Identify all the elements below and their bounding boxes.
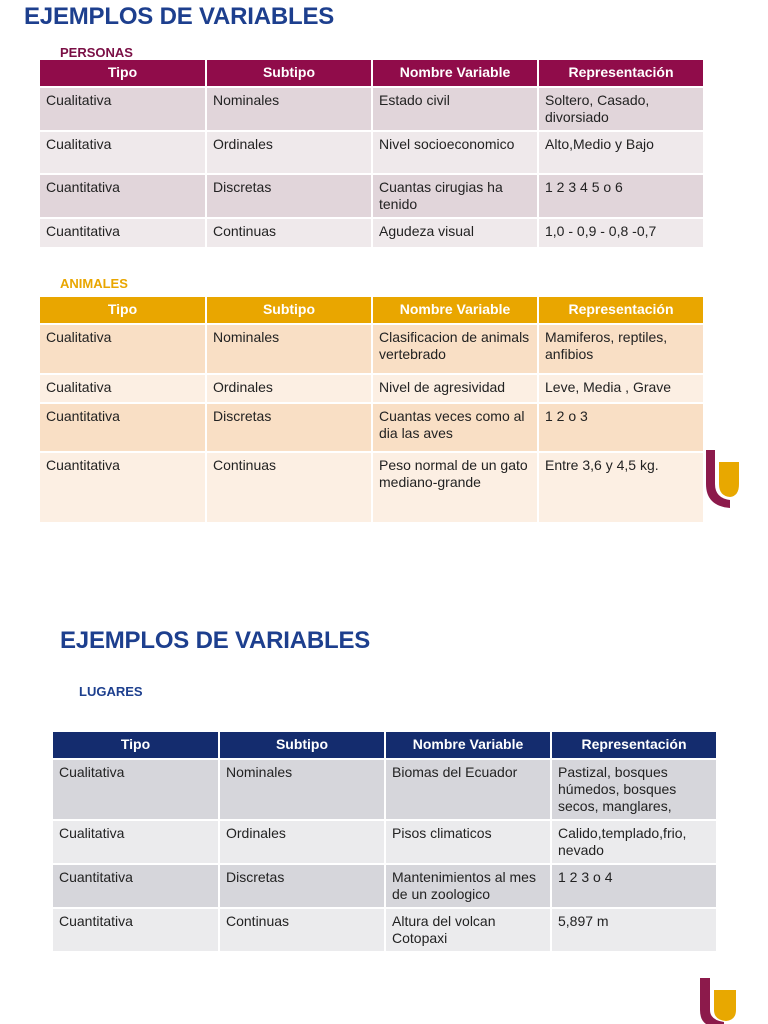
personas-table — [40, 60, 703, 247]
cell-representacion: 1 2 3 4 5 o 6 — [538, 174, 703, 218]
cell-subtipo: Nominales — [219, 759, 385, 820]
cell-nombre-variable: Nivel socioeconomico — [372, 131, 538, 174]
table-header-row — [40, 297, 703, 324]
section-label-personas: PERSONAS — [60, 45, 133, 60]
cell-subtipo: Ordinales — [206, 374, 372, 403]
cell-representacion: Soltero, Casado, divorsiado — [538, 87, 703, 131]
cell-subtipo: Ordinales — [206, 131, 372, 174]
cell-tipo: Cualitativa — [53, 759, 219, 820]
column-header-representacion: Representación — [551, 732, 716, 759]
column-header-tipo: Tipo — [40, 297, 206, 324]
cell-representacion: 5,897 m — [551, 908, 716, 951]
column-header-subtipo: Subtipo — [206, 297, 372, 324]
column-header-representacion: Representación — [538, 60, 703, 87]
cell-representacion: Pastizal, bosques húmedos, bosques secos, manglares, — [551, 759, 716, 820]
cell-nombre-variable: Agudeza visual — [372, 218, 538, 247]
cell-nombre-variable: Biomas del Ecuador — [385, 759, 551, 820]
cell-representacion: Mamiferos, reptiles, anfibios — [538, 324, 703, 374]
cell-representacion: Calido,templado,frio, nevado — [551, 820, 716, 864]
table-row — [53, 864, 716, 908]
column-header-representacion: Representación — [538, 297, 703, 324]
cell-tipo: Cualitativa — [40, 374, 206, 403]
column-header-nombre-variable: Nombre Variable — [372, 60, 538, 87]
table-row — [53, 908, 716, 951]
column-header-subtipo: Subtipo — [206, 60, 372, 87]
cell-nombre-variable: Cuantas veces como al dia las aves — [372, 403, 538, 452]
cell-subtipo: Continuas — [219, 908, 385, 951]
cell-subtipo: Discretas — [206, 403, 372, 452]
cell-tipo: Cuantitativa — [40, 218, 206, 247]
cell-representacion: Alto,Medio y Bajo — [538, 131, 703, 174]
section-label-animales: ANIMALES — [60, 276, 128, 291]
cell-tipo: Cuantitativa — [53, 908, 219, 951]
cell-nombre-variable: Peso normal de un gato mediano-grande — [372, 452, 538, 522]
section-label-lugares: LUGARES — [79, 684, 143, 699]
table-row — [53, 759, 716, 820]
cell-tipo: Cuantitativa — [53, 864, 219, 908]
column-header-subtipo: Subtipo — [219, 732, 385, 759]
cell-tipo: Cualitativa — [40, 87, 206, 131]
cell-representacion: Entre 3,6 y 4,5 kg. — [538, 452, 703, 522]
cell-subtipo: Nominales — [206, 87, 372, 131]
column-header-nombre-variable: Nombre Variable — [372, 297, 538, 324]
cell-nombre-variable: Mantenimientos al mes de un zoologico — [385, 864, 551, 908]
cell-nombre-variable: Nivel de agresividad — [372, 374, 538, 403]
table-row — [40, 131, 703, 174]
cell-subtipo: Continuas — [206, 218, 372, 247]
column-header-nombre-variable: Nombre Variable — [385, 732, 551, 759]
cell-subtipo: Discretas — [219, 864, 385, 908]
table-header-row — [40, 60, 703, 87]
cell-tipo: Cuantitativa — [40, 452, 206, 522]
column-header-tipo: Tipo — [53, 732, 219, 759]
cell-tipo: Cualitativa — [53, 820, 219, 864]
cell-tipo: Cuantitativa — [40, 403, 206, 452]
page-title: EJEMPLOS DE VARIABLES — [60, 627, 371, 654]
table-row — [40, 403, 703, 452]
table-row — [40, 87, 703, 131]
cell-representacion: 1 2 3 o 4 — [551, 864, 716, 908]
cell-representacion: Leve, Media , Grave — [538, 374, 703, 403]
cell-nombre-variable: Cuantas cirugias ha tenido — [372, 174, 538, 218]
cell-subtipo: Discretas — [206, 174, 372, 218]
cell-nombre-variable: Clasificacion de animals vertebrado — [372, 324, 538, 374]
table-row — [40, 374, 703, 403]
cell-representacion: 1 2 o 3 — [538, 403, 703, 452]
cell-subtipo: Nominales — [206, 324, 372, 374]
cell-nombre-variable: Pisos climaticos — [385, 820, 551, 864]
page-title: EJEMPLOS DE VARIABLES — [24, 3, 335, 30]
cell-tipo: Cuantitativa — [40, 174, 206, 218]
cell-subtipo: Ordinales — [219, 820, 385, 864]
cell-tipo: Cualitativa — [40, 131, 206, 174]
university-logo-icon — [696, 976, 740, 1024]
university-logo-icon — [702, 450, 742, 508]
table-row — [40, 174, 703, 218]
cell-subtipo: Continuas — [206, 452, 372, 522]
column-header-tipo: Tipo — [40, 60, 206, 87]
animales-table — [40, 297, 703, 522]
table-row — [40, 324, 703, 374]
lugares-table — [53, 732, 716, 951]
cell-representacion: 1,0 - 0,9 - 0,8 -0,7 — [538, 218, 703, 247]
table-header-row — [53, 732, 716, 759]
cell-tipo: Cualitativa — [40, 324, 206, 374]
cell-nombre-variable: Estado civil — [372, 87, 538, 131]
table-row — [40, 218, 703, 247]
table-row — [53, 820, 716, 864]
cell-nombre-variable: Altura del volcan Cotopaxi — [385, 908, 551, 951]
table-row — [40, 452, 703, 522]
